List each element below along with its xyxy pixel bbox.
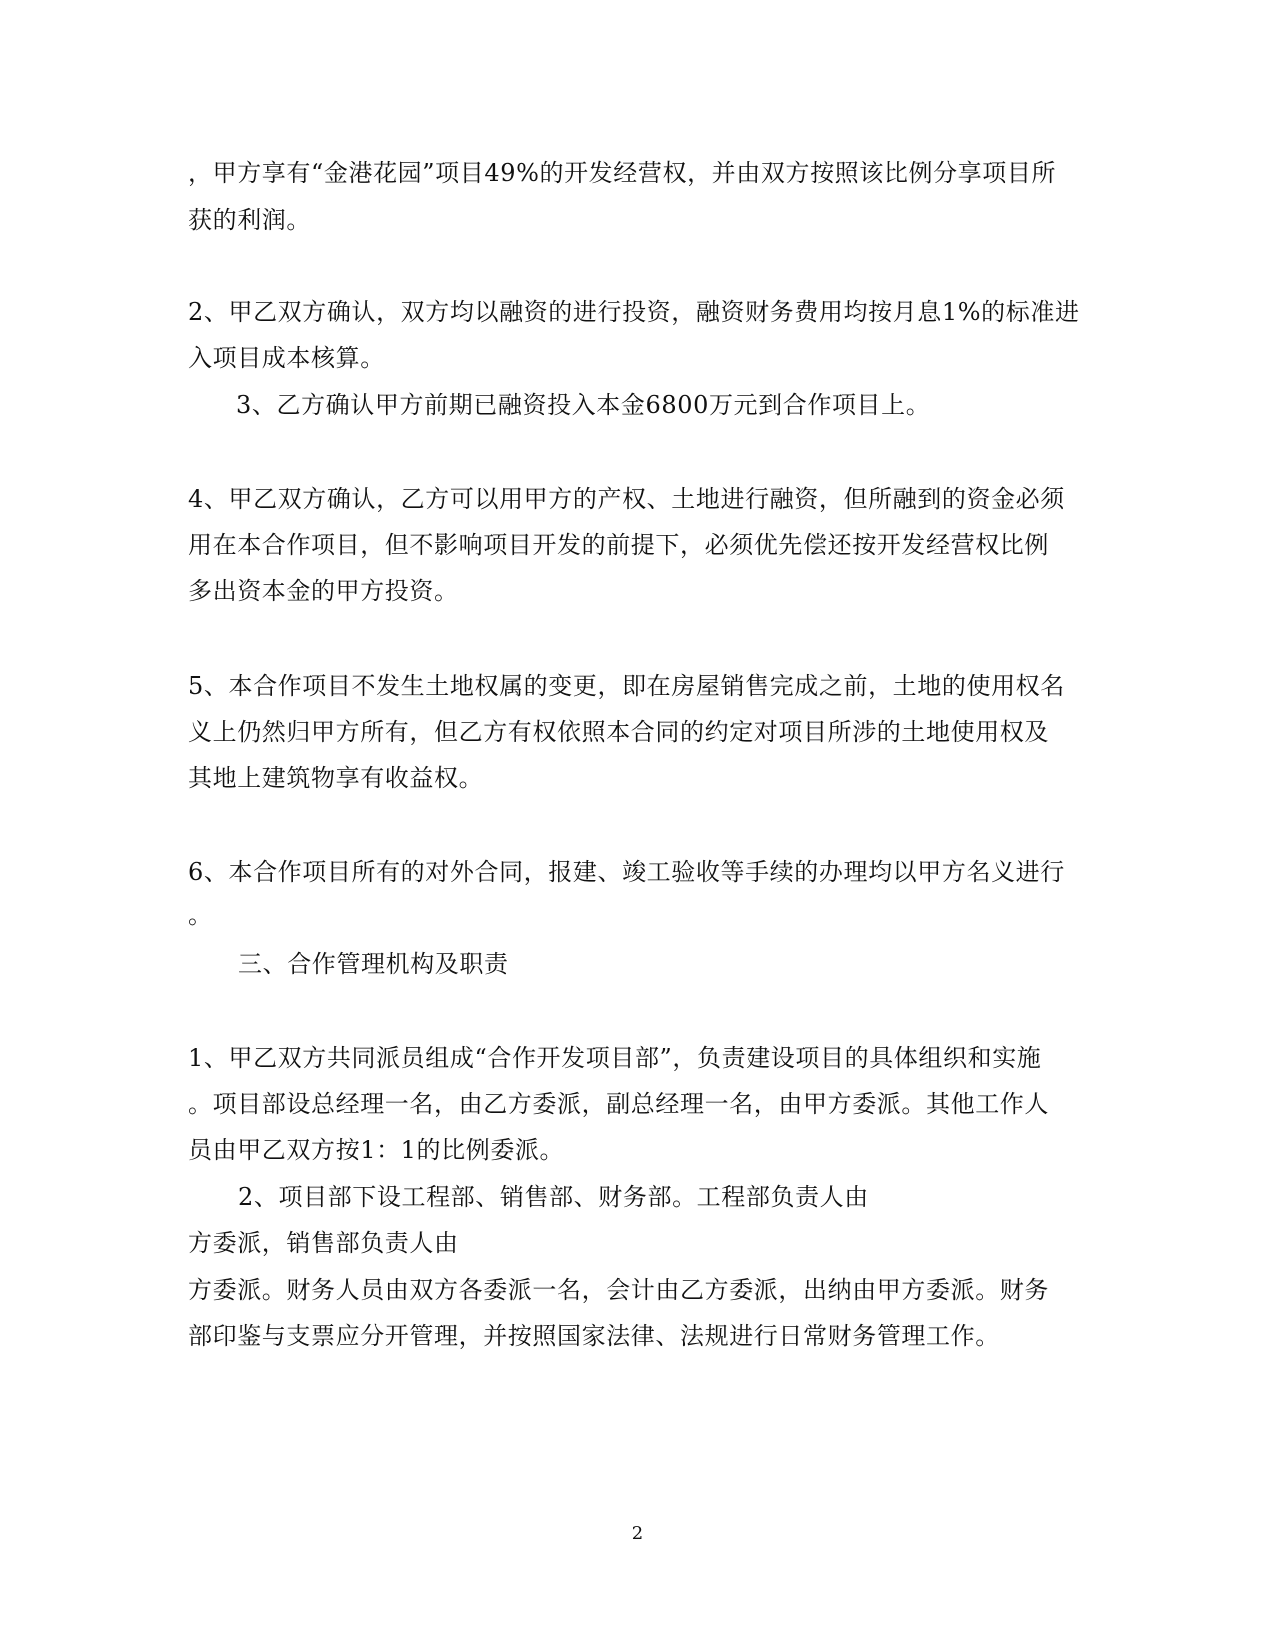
text-line: 用在本合作项目，但不影响项目开发的前提下，必须优先偿还按开发经营权比例: [188, 531, 1049, 559]
text-line: 2、项目部下设工程部、销售部、财务部。工程部负责人由: [238, 1183, 869, 1211]
section-heading: 三、合作管理机构及职责: [238, 950, 509, 978]
text-line: 。项目部设总经理一名，由乙方委派，副总经理一名，由甲方委派。其他工作人: [188, 1090, 1049, 1118]
text-line: 3、乙方确认甲方前期已融资投入本金6800万元到合作项目上。: [236, 391, 931, 419]
text-line: 员由甲乙双方按1：1的比例委派。: [188, 1136, 565, 1164]
text-line: 义上仍然归甲方所有，但乙方有权依照本合同的约定对项目所涉的土地使用权及: [188, 718, 1049, 746]
text-line: 入项目成本核算。: [188, 344, 385, 372]
page-number: 2: [631, 1523, 644, 1544]
text-line: 其地上建筑物享有收益权。: [188, 764, 484, 792]
text-line: 多出资本金的甲方投资。: [188, 577, 459, 605]
text-line: 4、甲乙双方确认，乙方可以用甲方的产权、土地进行融资，但所融到的资金必须: [188, 485, 1065, 513]
text-line: 获的利润。: [188, 206, 311, 234]
text-line: 5、本合作项目不发生土地权属的变更，即在房屋销售完成之前，土地的使用权名: [188, 672, 1065, 700]
text-line: 。: [188, 901, 213, 929]
text-line: 方委派，销售部负责人由: [188, 1229, 459, 1257]
text-line: 2、甲乙双方确认，双方均以融资的进行投资，融资财务费用均按月息1%的标准进: [188, 298, 1080, 326]
text-line: 1、甲乙双方共同派员组成“合作开发项目部”，负责建设项目的具体组织和实施: [188, 1044, 1042, 1072]
text-line: 方委派。财务人员由双方各委派一名，会计由乙方委派，出纳由甲方委派。财务: [188, 1276, 1049, 1304]
text-line: 部印鉴与支票应分开管理，并按照国家法律、法规进行日常财务管理工作。: [188, 1322, 1000, 1350]
text-line: 6、本合作项目所有的对外合同，报建、竣工验收等手续的办理均以甲方名义进行: [188, 858, 1065, 886]
text-line: ，甲方享有“金港花园”项目49%的开发经营权，并由双方按照该比例分享项目所: [188, 159, 1057, 187]
